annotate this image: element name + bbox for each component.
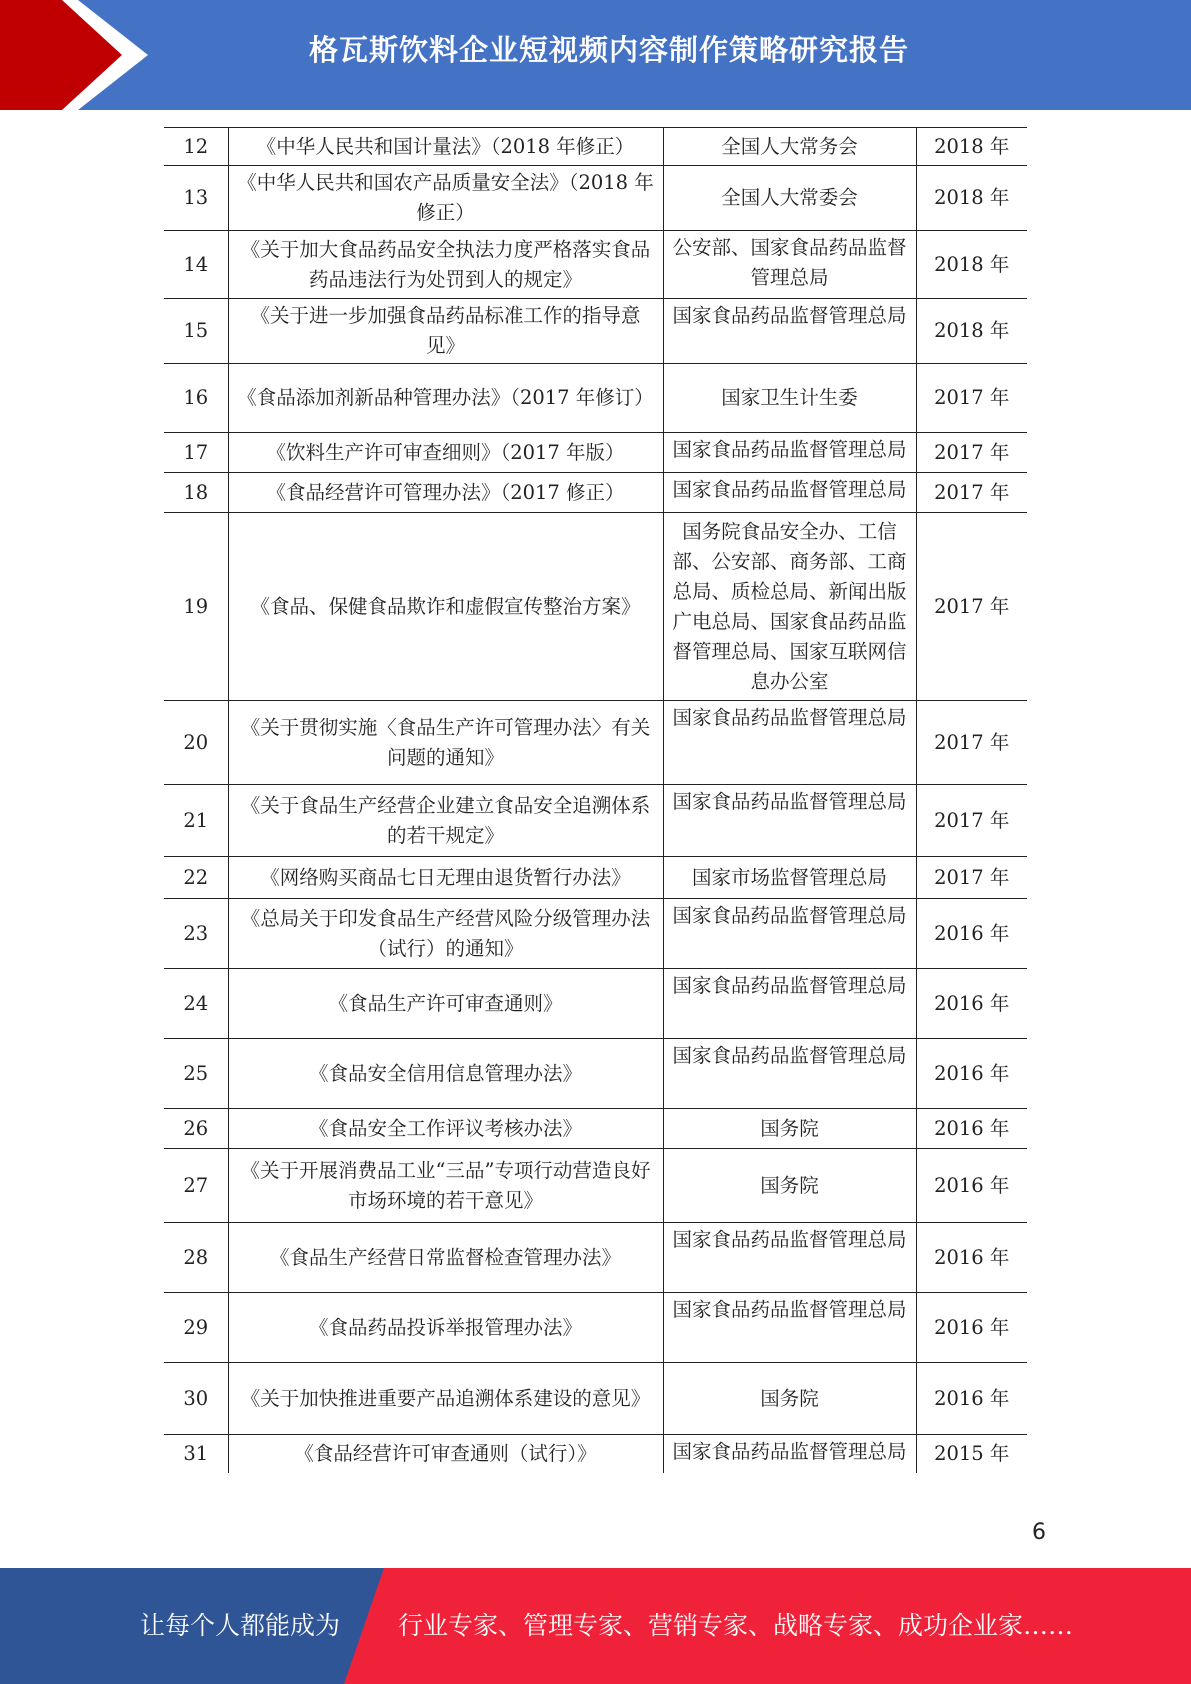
regulation-name: 《食品生产经营日常监督检查管理办法》 xyxy=(228,1223,663,1293)
row-number: 31 xyxy=(164,1435,228,1474)
regulations-table xyxy=(164,127,1027,1473)
regulation-name: 《总局关于印发食品生产经营风险分级管理办法（试行）的通知》 xyxy=(228,899,663,969)
regulation-name: 《食品安全信用信息管理办法》 xyxy=(228,1039,663,1109)
issuing-authority: 国家食品药品监督管理总局 xyxy=(663,1039,916,1109)
table-row xyxy=(164,969,1027,1039)
issuing-authority: 国家食品药品监督管理总局 xyxy=(663,969,916,1039)
issue-year: 2016 年 xyxy=(916,1363,1027,1435)
regulation-name: 《网络购买商品七日无理由退货暂行办法》 xyxy=(228,857,663,899)
issuing-authority: 国家食品药品监督管理总局 xyxy=(663,473,916,513)
row-number: 23 xyxy=(164,899,228,969)
regulation-name: 《中华人民共和国农产品质量安全法》（2018 年修正） xyxy=(228,166,663,231)
row-number: 15 xyxy=(164,299,228,364)
row-number: 25 xyxy=(164,1039,228,1109)
row-number: 17 xyxy=(164,433,228,473)
table-row xyxy=(164,473,1027,513)
issue-year: 2018 年 xyxy=(916,166,1027,231)
row-number: 24 xyxy=(164,969,228,1039)
issuing-authority: 国家食品药品监督管理总局 xyxy=(663,785,916,857)
row-number: 22 xyxy=(164,857,228,899)
regulation-name: 《关于开展消费品工业“三品”专项行动营造良好市场环境的若干意见》 xyxy=(228,1149,663,1223)
issue-year: 2018 年 xyxy=(916,231,1027,299)
issuing-authority: 国务院 xyxy=(663,1363,916,1435)
row-number: 14 xyxy=(164,231,228,299)
row-number: 19 xyxy=(164,513,228,701)
table-row xyxy=(164,899,1027,969)
regulation-name: 《饮料生产许可审查细则》（2017 年版） xyxy=(228,433,663,473)
row-number: 26 xyxy=(164,1109,228,1149)
table-row xyxy=(164,513,1027,701)
issue-year: 2017 年 xyxy=(916,857,1027,899)
table-row xyxy=(164,1223,1027,1293)
issue-year: 2017 年 xyxy=(916,364,1027,433)
issuing-authority: 国家市场监督管理总局 xyxy=(663,857,916,899)
issuing-authority: 国家食品药品监督管理总局 xyxy=(663,1223,916,1293)
regulation-name: 《关于加快推进重要产品追溯体系建设的意见》 xyxy=(228,1363,663,1435)
issuing-authority: 国家食品药品监督管理总局 xyxy=(663,1435,916,1474)
issuing-authority: 国家卫生计生委 xyxy=(663,364,916,433)
page-number: 6 xyxy=(1032,1520,1046,1545)
table-row xyxy=(164,299,1027,364)
issue-year: 2016 年 xyxy=(916,969,1027,1039)
regulation-name: 《中华人民共和国计量法》（2018 年修正） xyxy=(228,128,663,166)
row-number: 29 xyxy=(164,1293,228,1363)
table-row xyxy=(164,785,1027,857)
issuing-authority: 国家食品药品监督管理总局 xyxy=(663,701,916,785)
regulation-name: 《食品安全工作评议考核办法》 xyxy=(228,1109,663,1149)
regulation-name: 《食品经营许可审查通则（试行）》 xyxy=(228,1435,663,1474)
regulation-name: 《食品生产许可审查通则》 xyxy=(228,969,663,1039)
table-row xyxy=(164,1363,1027,1435)
table-row xyxy=(164,128,1027,166)
table-row xyxy=(164,1039,1027,1109)
regulation-name: 《食品添加剂新品种管理办法》（2017 年修订） xyxy=(228,364,663,433)
issue-year: 2016 年 xyxy=(916,899,1027,969)
issue-year: 2015 年 xyxy=(916,1435,1027,1474)
issue-year: 2017 年 xyxy=(916,473,1027,513)
row-number: 21 xyxy=(164,785,228,857)
issue-year: 2017 年 xyxy=(916,433,1027,473)
row-number: 13 xyxy=(164,166,228,231)
footer-slogan-right: 行业专家、管理专家、营销专家、战略专家、成功企业家…… xyxy=(398,1611,1074,1640)
report-title: 格瓦斯饮料企业短视频内容制作策略研究报告 xyxy=(308,33,909,67)
table-row xyxy=(164,1109,1027,1149)
issuing-authority: 国家食品药品监督管理总局 xyxy=(663,1293,916,1363)
issuing-authority: 国务院 xyxy=(663,1109,916,1149)
row-number: 16 xyxy=(164,364,228,433)
regulation-name: 《食品、保健食品欺诈和虚假宣传整治方案》 xyxy=(228,513,663,701)
page-footer xyxy=(0,1568,1191,1684)
regulation-name: 《关于加大食品药品安全执法力度严格落实食品药品违法行为处罚到人的规定》 xyxy=(228,231,663,299)
row-number: 30 xyxy=(164,1363,228,1435)
issue-year: 2017 年 xyxy=(916,701,1027,785)
issuing-authority: 国家食品药品监督管理总局 xyxy=(663,433,916,473)
table-row xyxy=(164,1293,1027,1363)
row-number: 18 xyxy=(164,473,228,513)
issuing-authority: 全国人大常务会 xyxy=(663,128,916,166)
table-row xyxy=(164,364,1027,433)
row-number: 28 xyxy=(164,1223,228,1293)
issue-year: 2017 年 xyxy=(916,785,1027,857)
table-row xyxy=(164,433,1027,473)
issue-year: 2016 年 xyxy=(916,1039,1027,1109)
issuing-authority: 国务院食品安全办、工信部、公安部、商务部、工商总局、质检总局、新闻出版广电总局、国家食品药品监督管理总局、国家互联网信息办公室 xyxy=(663,513,916,701)
table-row xyxy=(164,701,1027,785)
table-row xyxy=(164,166,1027,231)
row-number: 12 xyxy=(164,128,228,166)
issue-year: 2018 年 xyxy=(916,128,1027,166)
issuing-authority: 国务院 xyxy=(663,1149,916,1223)
regulation-name: 《食品经营许可管理办法》（2017 修正） xyxy=(228,473,663,513)
page-header xyxy=(0,0,1191,110)
regulation-name: 《关于进一步加强食品药品标准工作的指导意见》 xyxy=(228,299,663,364)
issue-year: 2016 年 xyxy=(916,1223,1027,1293)
row-number: 27 xyxy=(164,1149,228,1223)
issue-year: 2018 年 xyxy=(916,299,1027,364)
issuing-authority: 公安部、国家食品药品监督管理总局 xyxy=(663,231,916,299)
regulation-name: 《关于贯彻实施〈食品生产许可管理办法〉有关问题的通知》 xyxy=(228,701,663,785)
footer-slogan-left: 让每个人都能成为 xyxy=(140,1611,341,1640)
issue-year: 2016 年 xyxy=(916,1109,1027,1149)
issuing-authority: 全国人大常委会 xyxy=(663,166,916,231)
table-row xyxy=(164,857,1027,899)
row-number: 20 xyxy=(164,701,228,785)
table-row xyxy=(164,1435,1027,1474)
table-row xyxy=(164,1149,1027,1223)
issue-year: 2017 年 xyxy=(916,513,1027,701)
regulation-name: 《食品药品投诉举报管理办法》 xyxy=(228,1293,663,1363)
issue-year: 2016 年 xyxy=(916,1293,1027,1363)
issuing-authority: 国家食品药品监督管理总局 xyxy=(663,299,916,364)
issue-year: 2016 年 xyxy=(916,1149,1027,1223)
issuing-authority: 国家食品药品监督管理总局 xyxy=(663,899,916,969)
table-row xyxy=(164,231,1027,299)
regulation-name: 《关于食品生产经营企业建立食品安全追溯体系的若干规定》 xyxy=(228,785,663,857)
